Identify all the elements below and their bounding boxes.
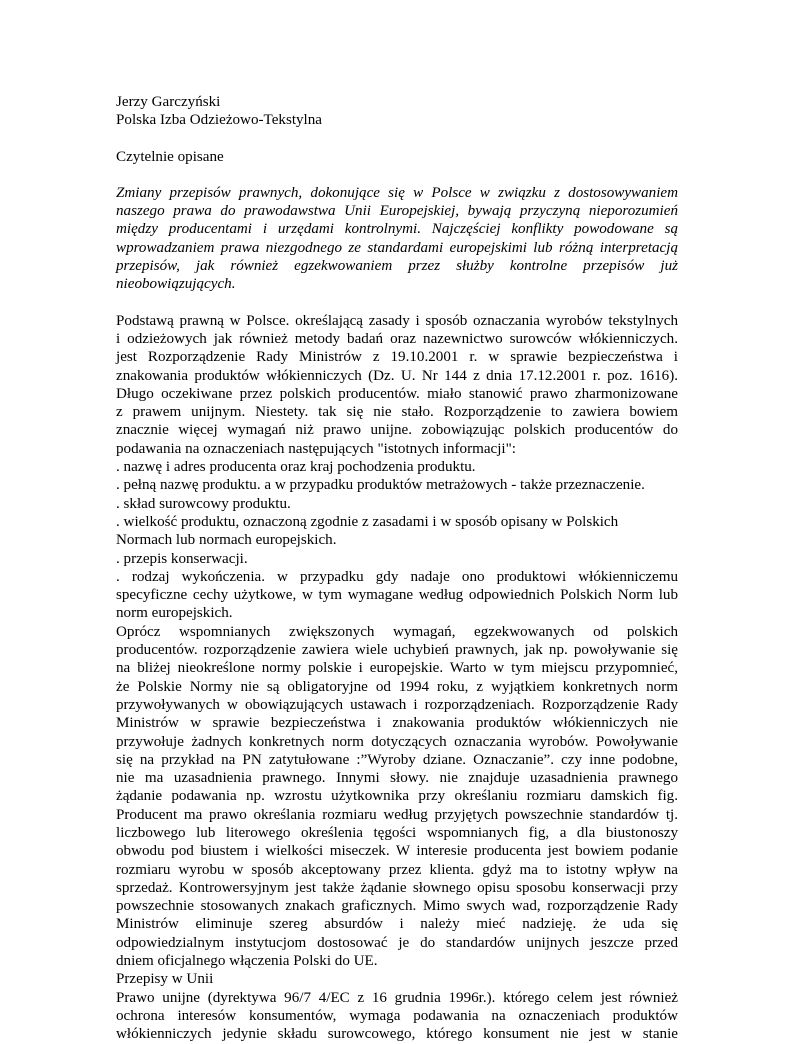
- lead-line: naszego prawa do prawodawstwa Unii Europejskiej, bywają przyczyną nieporozumień: [116, 203, 678, 220]
- body-line: obwodu pod biustem i wielkości miseczek. W interesie producenta jest bowiem podanie: [116, 843, 678, 860]
- body-line: przywołuje żadnych konkretnych norm dotyczących oznaczania wyrobów. Powoływanie: [116, 733, 678, 750]
- body-line: powszechnie stosowanych znakach graficznych. Mimo swych wad, rozporządzenie Rady: [116, 898, 678, 915]
- lead-line: nieobowiązujących.: [116, 276, 236, 293]
- body-line: rozmiaru wyrobu w sposób akceptowany przez klienta. gdyż ma to istotny wpływ na: [116, 861, 678, 878]
- body-line: żądanie podawania np. wzrostu użytkownika przy określaniu rozmiaru damskich fig.: [116, 788, 678, 805]
- body-line: Ministrów w sprawie bezpieczeństwa i znakowania produktów włókienniczych nie: [116, 715, 678, 732]
- body-line: liczbowego lub literowego określenia tęgości wspomnianych fig, a dla biustonoszy: [116, 824, 678, 841]
- lead-line: przepisów, jak również egzekwowaniem przez służby kontrolne przepisów już: [116, 258, 678, 275]
- body-line: specyficzne cechy użytkowe, w tym wymagane według odpowiednich Polskich Norm lub: [116, 587, 678, 604]
- body-line: . skład surowcowy produktu.: [116, 495, 291, 512]
- body-line: Normach lub normach europejskich.: [116, 532, 337, 549]
- body-line: się na przykład na PN zatytułowane :”Wyroby dziane. Oznaczanie”. czy inne podobne,: [116, 751, 678, 768]
- body-line: że Polskie Normy nie są obligatoryjne od 1994 roku, z wyjątkiem konkretnych norm: [116, 678, 678, 695]
- body-line: Długo oczekiwane przez polskich producentów. miało stanowić prawo zharmonizowane: [116, 385, 678, 402]
- spacer: [116, 294, 678, 312]
- body-line: . nazwę i adres producenta oraz kraj pochodzenia produktu.: [116, 459, 476, 476]
- body-line: nie ma uzasadnienia prawnego. Innymi słowy. nie znajduje uzasadnienia prawnego: [116, 770, 678, 787]
- body-line: i odzieżowych jak również metody badań oraz nazewnictwo surowców włókienniczych.: [116, 330, 678, 347]
- body-line: producentów. rozporządzenie zawiera wiele uchybień prawnych, jak np. powoływanie się: [116, 642, 678, 659]
- document-page: [116, 93, 678, 1044]
- body-line: jest Rozporządzenie Rady Ministrów z 19.10.2001 r. w sprawie bezpieczeństwa i: [116, 349, 678, 366]
- lead-line: wprowadzaniem prawa niezgodnego ze standardami europejskimi lub różną interpretacją: [116, 239, 678, 256]
- lead-line: Zmiany przepisów prawnych, dokonujące się w Polsce w związku z dostosowywaniem: [116, 184, 678, 201]
- body-line: podawania na oznaczeniach następujących "istotnych informacji":: [116, 440, 516, 457]
- body-line: Ministrów eliminuje szereg absurdów i należy mieć nadzieję. że uda się: [116, 916, 678, 933]
- lead-line: między producentami i urzędami kontrolnymi. Najczęściej konflikty powodowane są: [116, 221, 678, 238]
- spacer: [116, 130, 678, 148]
- article-title: Czytelnie opisane: [116, 148, 224, 165]
- body-line: przywoływanych w obowiązujących ustawach i rozporządzeniach. Rozporządzenie Rady: [116, 696, 678, 713]
- body-line: . wielkość produktu, oznaczoną zgodnie z zasadami i w sposób opisany w Polskich: [116, 513, 619, 530]
- body-line: znakowania produktów włókienniczych (Dz. U. Nr 144 z dnia 17.12.2001 r. poz. 1616).: [116, 367, 678, 384]
- body-line: . pełną nazwę produktu. a w przypadku produktów metrażowych - także przeznaczenie.: [116, 477, 645, 494]
- body-line: włókienniczych jedynie składu surowcowego, którego konsument nie jest w stanie: [116, 1026, 678, 1043]
- body-line: Podstawą prawną w Polsce. określającą zasady i sposób oznaczania wyrobów tekstylnych: [116, 312, 678, 329]
- organization-name: Polska Izba Odzieżowo-Tekstylna: [116, 112, 322, 129]
- body-line: dniem oficjalnego włączenia Polski do UE.: [116, 953, 378, 970]
- body-line: znacznie więcej wymagań niż prawo unijne. zobowiązując polskich producentów do: [116, 422, 678, 439]
- body-line: z prawem unijnym. Niestety. tak się nie stało. Rozporządzenie to zawiera bowiem: [116, 404, 678, 421]
- body-line: norm europejskich.: [116, 605, 233, 622]
- body-line: sprzedaż. Kontrowersyjnym jest także żądanie słownego opisu sposobu konserwacji przy: [116, 879, 678, 896]
- body-line: odpowiedzialnym instytucjom dostosować je do standardów unijnych jeszcze przed: [116, 934, 678, 951]
- body-line: . przepis konserwacji.: [116, 550, 248, 567]
- author-name: Jerzy Garczyński: [116, 94, 221, 110]
- body-line: Oprócz wspomnianych zwiększonych wymagań, egzekwowanych od polskich: [116, 623, 678, 640]
- body-line: . rodzaj wykończenia. w przypadku gdy nadaje ono produktowi włókienniczemu: [116, 568, 678, 585]
- spacer: [116, 166, 678, 184]
- lead-paragraph: [116, 184, 678, 294]
- body-line: Prawo unijne (dyrektywa 96/7 4/EC z 16 grudnia 1996r.). którego celem jest również: [116, 989, 678, 1006]
- body-line: Producent ma prawo określania rozmiaru według przyjętych powszechnie standardów tj.: [116, 806, 678, 823]
- body-line: ochrona interesów konsumentów, wymaga podawania na oznaczeniach produktów: [116, 1007, 678, 1024]
- body-line: Przepisy w Unii: [116, 971, 214, 988]
- body-text: [116, 312, 678, 1044]
- body-line: na bliżej nieokreślone normy polskie i europejskie. Warto w tym miejscu przypomnieć,: [116, 660, 678, 677]
